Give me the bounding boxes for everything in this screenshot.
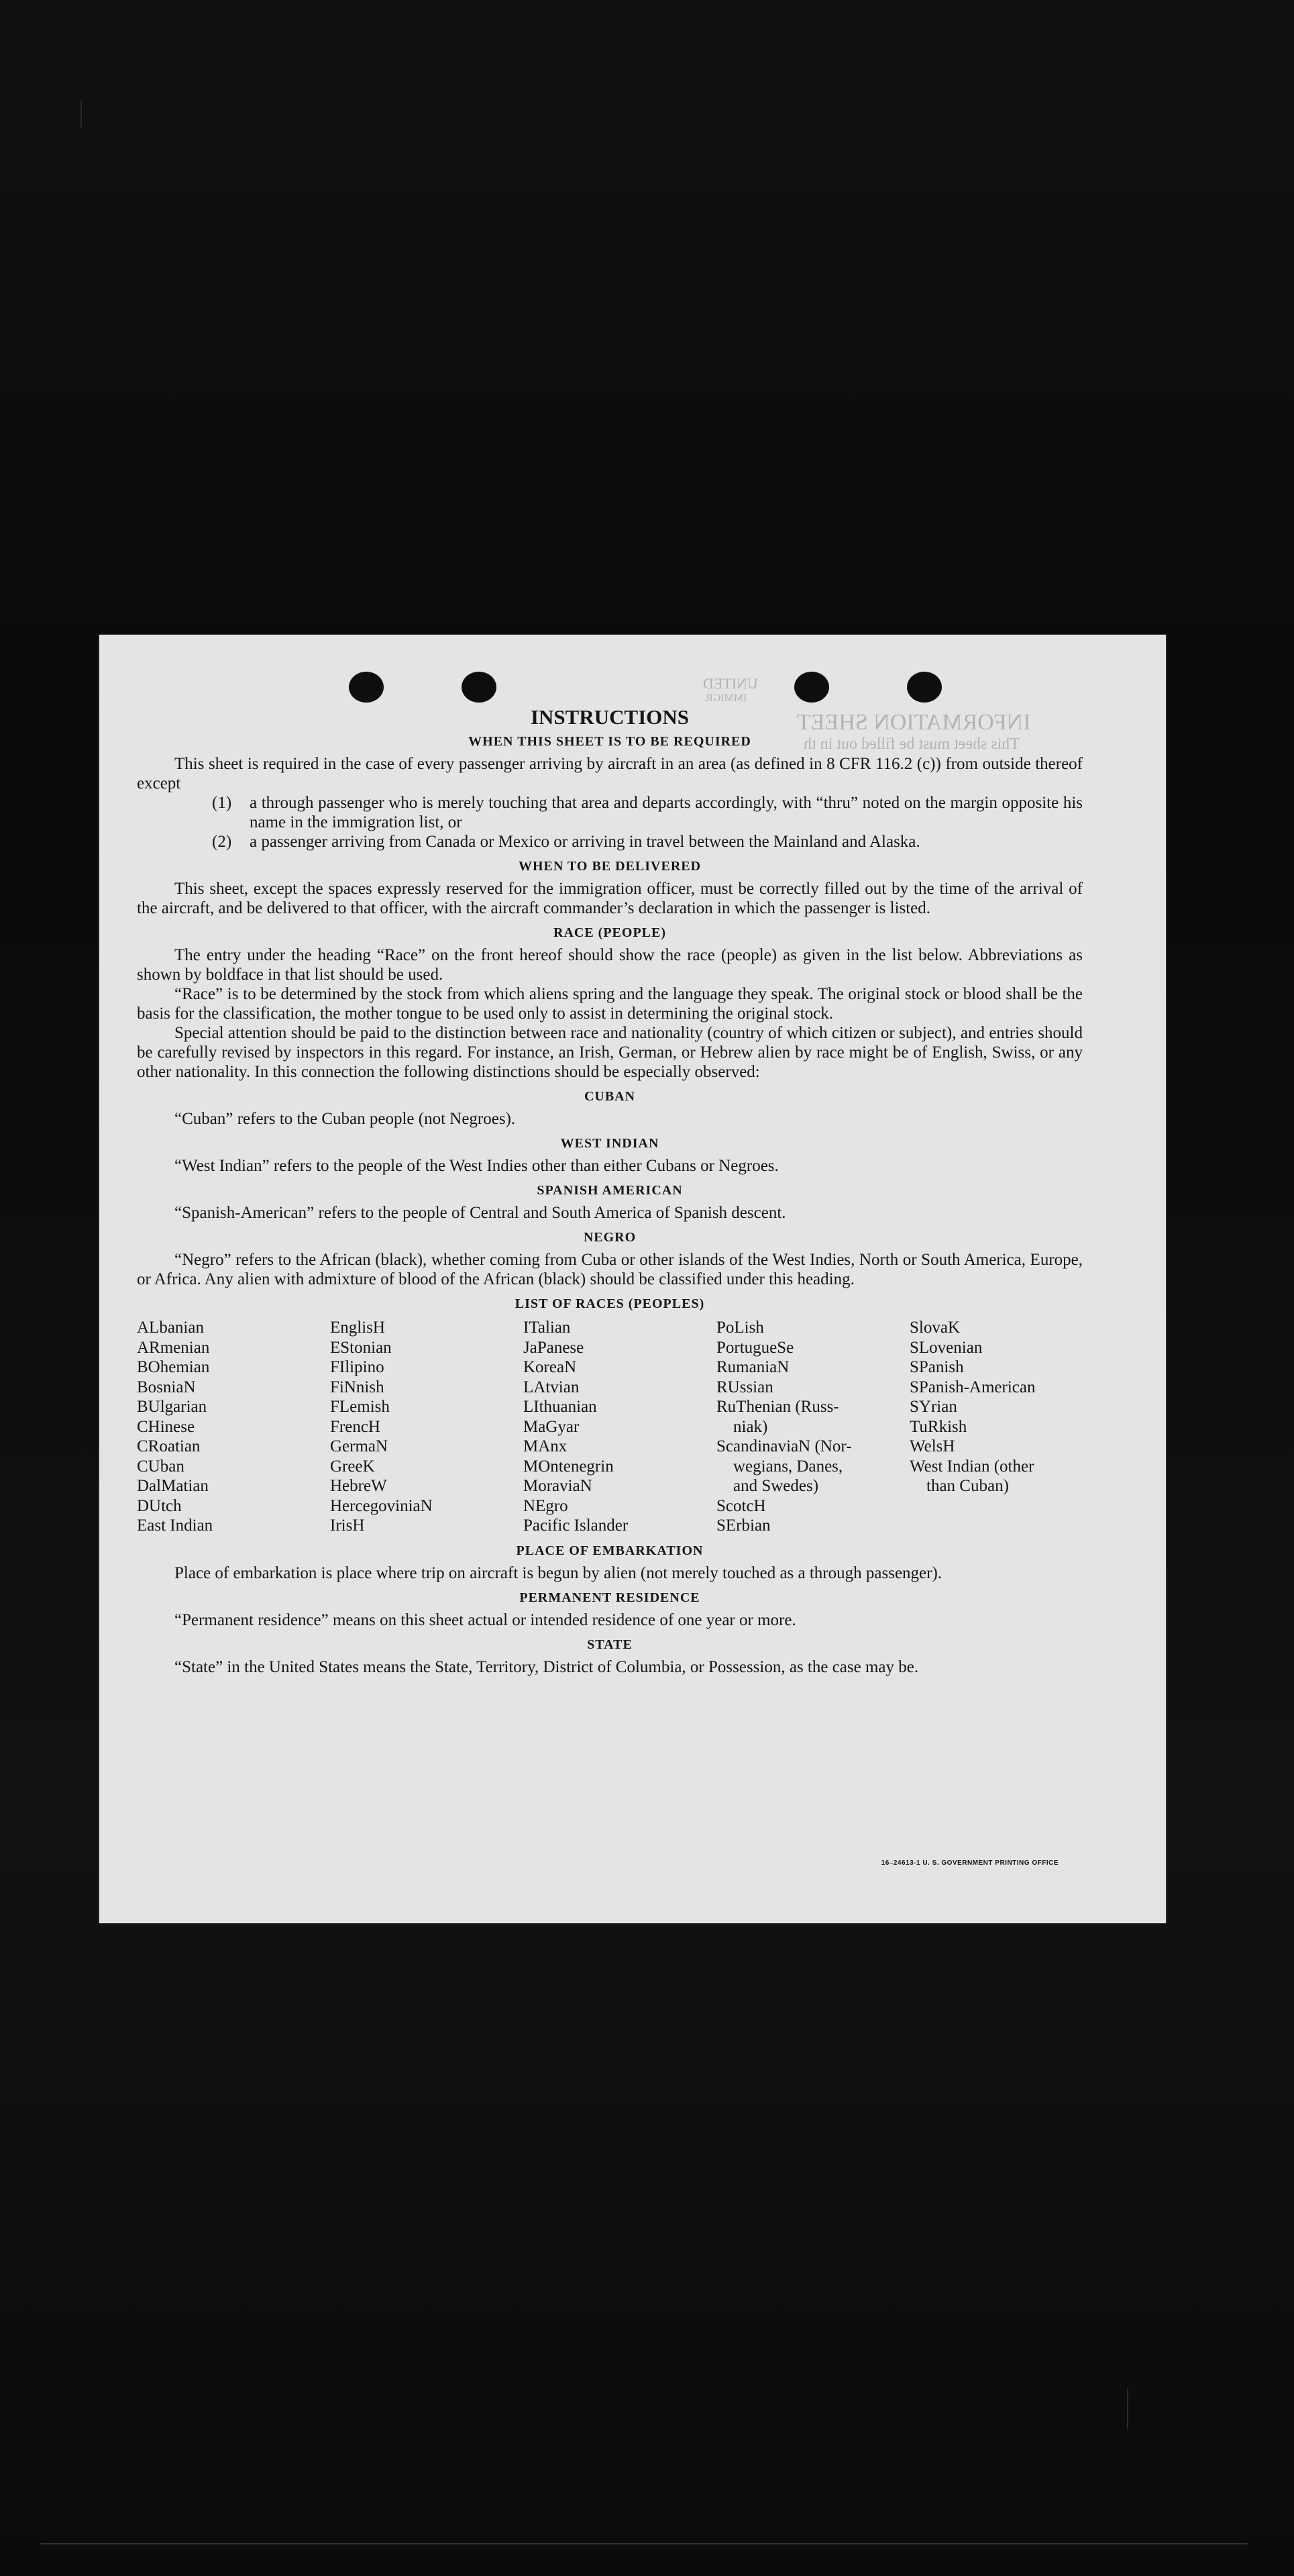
race-entry: PortugueSe <box>716 1338 794 1357</box>
race-entry: RumaniaN <box>716 1358 790 1376</box>
scratch-mark <box>1127 2389 1128 2429</box>
races-column <box>523 1318 716 1536</box>
race-entry: ScotcH <box>716 1496 766 1515</box>
race-entry: MoraviaN <box>523 1477 592 1495</box>
scratch-mark <box>40 2543 1248 2544</box>
race-entry: East Indian <box>137 1516 213 1535</box>
paragraph: Special attention should be paid to the distinction between race and nationality (country of which citizen or subject), and entries should be carefully revised by inspectors in this regard. For instance, an Irish, German, or Hebrew alien by race might be of English, Swiss, or any other nationality. In this connection the following distinctions should be especially observed: <box>137 1024 1083 1081</box>
race-entry: GermaN <box>330 1437 388 1455</box>
paragraph: Place of embarkation is place where trip on aircraft is begun by alien (not merely touched as a through passenger). <box>174 1563 942 1582</box>
section-heading: SPANISH AMERICAN <box>537 1183 683 1198</box>
list-item <box>137 793 1083 832</box>
race-entry: FIlipino <box>330 1358 384 1376</box>
printing-office-footnote: 16–24613-1 U. S. GOVERNMENT PRINTING OFFICE <box>881 1859 1059 1867</box>
race-entry: GreeK <box>330 1457 375 1476</box>
punch-hole <box>349 672 384 703</box>
list-item-number: (1) <box>212 794 232 812</box>
page-title: INSTRUCTIONS <box>530 705 689 729</box>
races-column <box>330 1318 523 1536</box>
race-entry: PoLish <box>716 1319 764 1337</box>
race-entry: FrencH <box>330 1417 380 1436</box>
race-entry: RuThenian (Russ- <box>716 1398 839 1416</box>
race-entry: SlovaK <box>910 1319 960 1337</box>
list-item-number: (2) <box>212 833 232 851</box>
section-heading: RACE (PEOPLE) <box>553 925 666 940</box>
bleed-through-text: UNITED <box>703 675 758 692</box>
race-entry: RUssian <box>716 1378 773 1396</box>
paragraph: “West Indian” refers to the people of the West Indies other than either Cubans or Negroes. <box>174 1157 779 1175</box>
races-column <box>716 1318 910 1536</box>
race-entry: FiNnish <box>330 1378 384 1396</box>
section-heading: PLACE OF EMBARKATION <box>516 1543 704 1558</box>
race-entry: SPanish-American <box>910 1378 1036 1396</box>
paragraph: “Cuban” refers to the Cuban people (not Negroes). <box>174 1110 516 1128</box>
race-entry: MAnx <box>523 1437 568 1455</box>
race-entry: TuRkish <box>910 1417 967 1436</box>
race-entry: MOntenegrin <box>523 1457 614 1476</box>
section-heading: WHEN THIS SHEET IS TO BE REQUIRED <box>468 734 751 749</box>
race-entry: DUtch <box>137 1496 182 1515</box>
race-entry: than Cuban) <box>910 1477 1009 1495</box>
instructions-content <box>137 707 1083 1677</box>
race-entry: KoreaN <box>523 1358 577 1376</box>
section-heading: WHEN TO BE DELIVERED <box>518 859 702 874</box>
race-entry: IrisH <box>330 1516 365 1535</box>
race-entry: SPanish <box>910 1358 964 1376</box>
race-entry: SErbian <box>716 1516 771 1535</box>
races-heading: LIST OF RACES (PEOPLES) <box>515 1296 705 1311</box>
race-entry: LAtvian <box>523 1378 580 1396</box>
race-entry: CUban <box>137 1457 184 1476</box>
instruction-sheet <box>99 635 1166 1923</box>
bleed-through-text: This sheet must be filled out in th <box>804 735 1020 753</box>
paragraph: “Race” is to be determined by the stock from which aliens spring and the language they speak. The original stock or blood shall be the basis for the classification, the mother tongue to be used only to assist in determining the original stock. <box>137 985 1083 1023</box>
races-column <box>910 1318 1083 1536</box>
bleed-through-text: IMMIGR. <box>703 692 747 704</box>
paragraph: This sheet is required in the case of every passenger arriving by aircraft in an area (as defined in 8 CFR 116.2 (c)) from outside thereof except <box>137 755 1083 792</box>
race-entry: BUlgarian <box>137 1398 207 1416</box>
race-entry: ITalian <box>523 1319 571 1337</box>
race-entry: niak) <box>716 1417 768 1436</box>
race-entry: EnglisH <box>330 1319 385 1337</box>
section-heading: PERMANENT RESIDENCE <box>519 1590 700 1605</box>
race-entry: MaGyar <box>523 1417 580 1436</box>
paragraph: This sheet, except the spaces expressly reserved for the immigration officer, must be correctly filled out by the time of the arrival of the aircraft, and be delivered to that officer, with the aircraft commander’s declaration in which the passenger is listed. <box>137 880 1083 917</box>
race-entry: and Swedes) <box>716 1477 819 1495</box>
race-entry: FLemish <box>330 1398 390 1416</box>
race-entry: wegians, Danes, <box>716 1457 843 1476</box>
race-entry: LIthuanian <box>523 1398 597 1416</box>
race-entry: ScandinaviaN (Nor- <box>716 1437 852 1455</box>
race-entry: HercegoviniaN <box>330 1496 433 1515</box>
race-entry: West Indian (other <box>910 1457 1034 1476</box>
paragraph: The entry under the heading “Race” on the front hereof should show the race (people) as given in the list below. Abbreviations as shown by boldface in that list should be used. <box>137 946 1083 984</box>
scratch-mark <box>80 101 82 127</box>
punch-hole <box>794 672 829 703</box>
race-entry: DalMatian <box>137 1477 209 1495</box>
race-entry: CRoatian <box>137 1437 201 1455</box>
race-entry: SLovenian <box>910 1338 983 1357</box>
race-entry: ALbanian <box>137 1319 204 1337</box>
paragraph: “Spanish-American” refers to the people of Central and South America of Spanish descent. <box>174 1204 786 1222</box>
race-entry: CHinese <box>137 1417 195 1436</box>
section-heading: STATE <box>587 1637 633 1652</box>
list-item-text: a through passenger who is merely touching that area and departs accordingly, with “thru” noted on the margin opposite his name in the immigration list, or <box>250 794 1083 831</box>
race-entry: JaPanese <box>523 1338 584 1357</box>
bleed-through-text: INFORMATION SHEET <box>797 710 1031 735</box>
section-heading: WEST INDIAN <box>560 1136 659 1151</box>
race-entry: EStonian <box>330 1338 392 1357</box>
race-entry: BOhemian <box>137 1358 210 1376</box>
punch-hole <box>907 672 942 703</box>
list-item-text: a passenger arriving from Canada or Mexico or arriving in travel between the Mainland and Alaska. <box>250 833 920 851</box>
paragraph: “State” in the United States means the State, Territory, District of Columbia, or Possession, as the case may be. <box>174 1657 919 1676</box>
race-entry: HebreW <box>330 1477 387 1495</box>
punch-hole <box>462 672 496 703</box>
race-entry: Pacific Islander <box>523 1516 629 1535</box>
race-entry: ARmenian <box>137 1338 210 1357</box>
section-heading: CUBAN <box>584 1089 636 1104</box>
race-entry: NEgro <box>523 1496 568 1515</box>
race-entry: SYrian <box>910 1398 957 1416</box>
list-item <box>137 832 1083 852</box>
race-entry: WelsH <box>910 1437 955 1455</box>
paragraph: “Negro” refers to the African (black), whether coming from Cuba or other islands of the West Indies, North or South America, Europe, or Africa. Any alien with admixture of blood of the African (black) should be classified under this heading. <box>137 1251 1083 1288</box>
paragraph: “Permanent residence” means on this sheet actual or intended residence of one year or more. <box>174 1610 796 1629</box>
races-column <box>137 1318 330 1536</box>
race-entry: BosniaN <box>137 1378 196 1396</box>
races-list <box>137 1318 1083 1536</box>
section-heading: NEGRO <box>583 1230 637 1245</box>
